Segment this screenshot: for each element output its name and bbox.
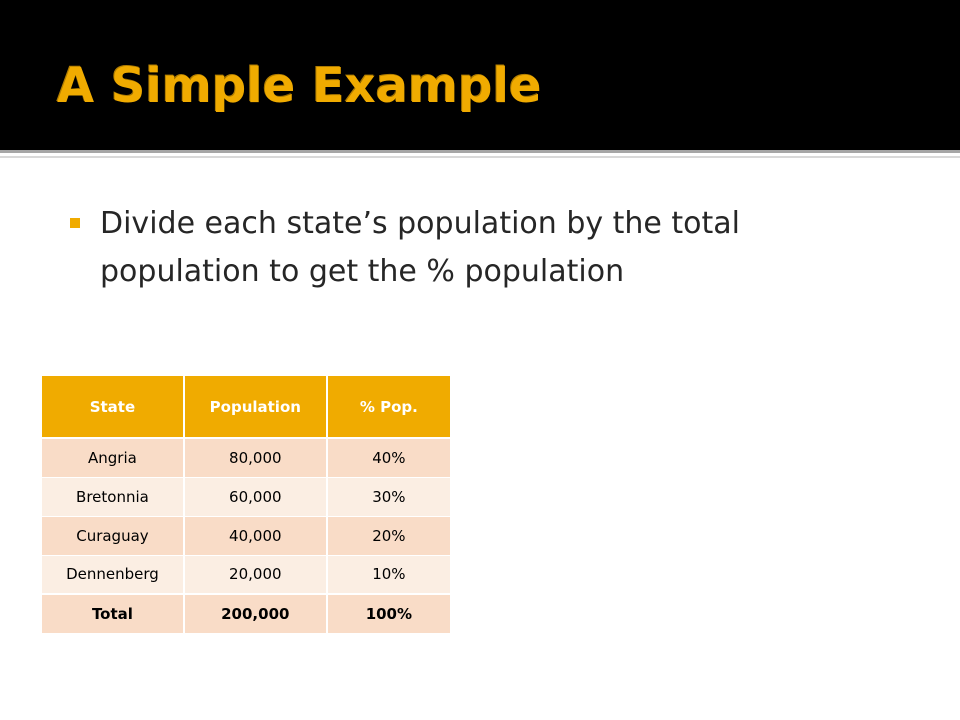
header-population: Population [184, 376, 327, 438]
cell-population: 20,000 [184, 555, 327, 594]
slide-title: A Simple Example [57, 58, 542, 114]
cell-population: 80,000 [184, 438, 327, 477]
population-table [42, 376, 450, 634]
table-row [42, 477, 450, 516]
table-row [42, 555, 450, 594]
cell-state: Curaguay [42, 516, 184, 555]
cell-percent: 40% [327, 438, 450, 477]
cell-percent: 20% [327, 516, 450, 555]
table-total-row [42, 594, 450, 633]
cell-percent: 10% [327, 555, 450, 594]
total-label: Total [42, 594, 184, 633]
cell-percent: 30% [327, 477, 450, 516]
cell-population: 60,000 [184, 477, 327, 516]
title-divider-light [0, 156, 960, 158]
header-percent-pop: % Pop. [327, 376, 450, 438]
total-percent: 100% [327, 594, 450, 633]
table-header-row [42, 376, 450, 438]
cell-population: 40,000 [184, 516, 327, 555]
table-row [42, 438, 450, 477]
title-divider [0, 150, 960, 153]
header-state: State [42, 376, 184, 438]
table-row [42, 516, 450, 555]
cell-state: Dennenberg [42, 555, 184, 594]
cell-state: Angria [42, 438, 184, 477]
square-bullet-icon [70, 218, 80, 228]
total-population: 200,000 [184, 594, 327, 633]
cell-state: Bretonnia [42, 477, 184, 516]
bullet-text: Divide each state’s population by the total population to get the % population [100, 206, 741, 289]
